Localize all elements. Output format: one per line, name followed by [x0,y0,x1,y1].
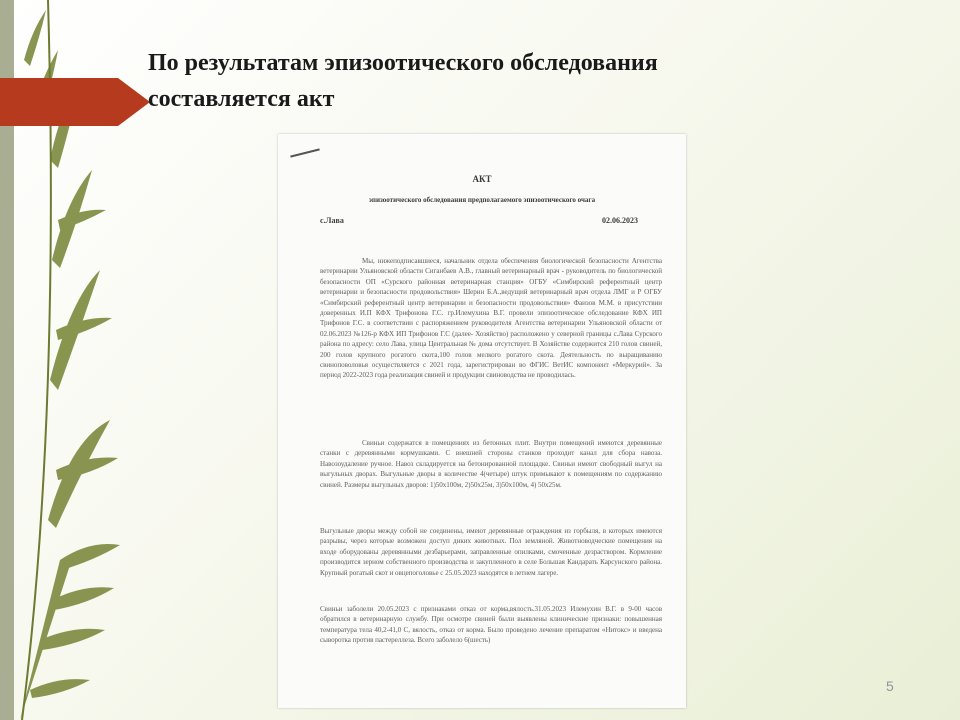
title-accent-tab [0,78,150,126]
document-date: 02.06.2023 [602,216,638,225]
pen-mark [290,148,320,157]
document-paragraph-1: Мы, нижеподписавшиеся, начальник отдела обеспечения биологической безопасности Агентства ветеринарии Ульяновской области Сиганбаев А.В., главный ветеринарный врач - руководитель по биологической безопасности ОП «Сурского районная ветеринарная станция» ОГБУ «Симбирский референтный центр ветеринарии и безопасности продовольствия» Шерин Б.А.,ведущий ветеринарный врач отдела ЛМГ и Р ОГБУ «Симбирский референтный центр ветеринарии и безопасности продовольствия» Фаизов М.М. в присутствии доверенных И.П КФХ Трифонова Г.С. гр.Илемухина В.Г. провели эпизоотическое обследование КФХ ИП Трифонов Г.С. в соответствии с распоряжением руководителя Агентства ветеринарии Ульяновской области от 02.06.2023 №126-р КФХ ИП Трифонов Г.С (далее- Хозяйство) расположено у северной границы с.Лава Сурского района по адресу: село Лава, улица Центральная № дома отсутствует. В Хозяйстве содержится 210 голов свиней, 200 голов крупного рогатого скота,100 голов мелкого рогатого скота. Деятельность по выращиванию свиноповоловья осуществляется с 2021 года, зарегистрирован во ФГИС ВетИС компонент «Меркурий». За период 2022-2023 года реализация свиней и продукции свиноводства не проводилась. [320,257,662,380]
document-place: с.Лава [320,216,344,225]
slide-title-line-2: составляется акт [148,86,335,112]
document-heading: АКТ [472,174,492,184]
scanned-act-document [278,134,686,708]
document-subheading: эпизоотического обследования предполагаемого эпизоотического очага [368,196,596,204]
page-number: 5 [886,678,894,694]
document-paragraph-4: Свиньи заболели 20.05.2023 с признаками отказ от корма,вялость.31.05.2023 Илемухин В.Г. в 9-00 часов обратился в ветеринарную службу. При осмотре свиней были выявлены клинические признаки: повышенная температура тела 40,2-41,0 С, вялость, отказ от корма. Было проведено лечение препаратом «Нитокс» и введена сыворотка против пастереллеза. Всего заболело 6(шесть) [320,605,662,645]
slide-title [148,45,908,117]
slide-title-line-1: По результатам эпизоотического обследования [148,50,658,76]
document-paragraph-3: Выгульные дворы между собой не соединены, имеют деревянные ограждения из горбыля, в которых имеются разрывы, через которые возможен доступ диких животных. Пол земляной. Животноводческие помещения на входе оборудованы деревянными дезбарьерами, заправленные опилками, смоченные дезраствором. Кормление производится зерном собственного производства и закупленного в селе Большая Кандарать Карсунского района. Крупный рогатый скот и овцепоголовье с 25.05.2023 находятся в летнем лагере. [320,527,662,577]
document-paragraph-2: Свиньи содержатся в помещениях из бетонных плит. Внутри помещений имеются деревянные станки с деревянными кормушками. С внешней стороны станков проходит канал для сбора навоза. Навозоудаление ручное. Навоз складируется на бетонированной площадке. Свиньи имеют свободный выгул на выгульных дворах. Выгульные дворы в количестве 4(четыре) штук примыкают к помещениям по содержанию свиней. Размеры выгульных дворов: 1)50х100м, 2)50х25м, 3)50х100м, 4) 50х25м. [320,439,662,489]
